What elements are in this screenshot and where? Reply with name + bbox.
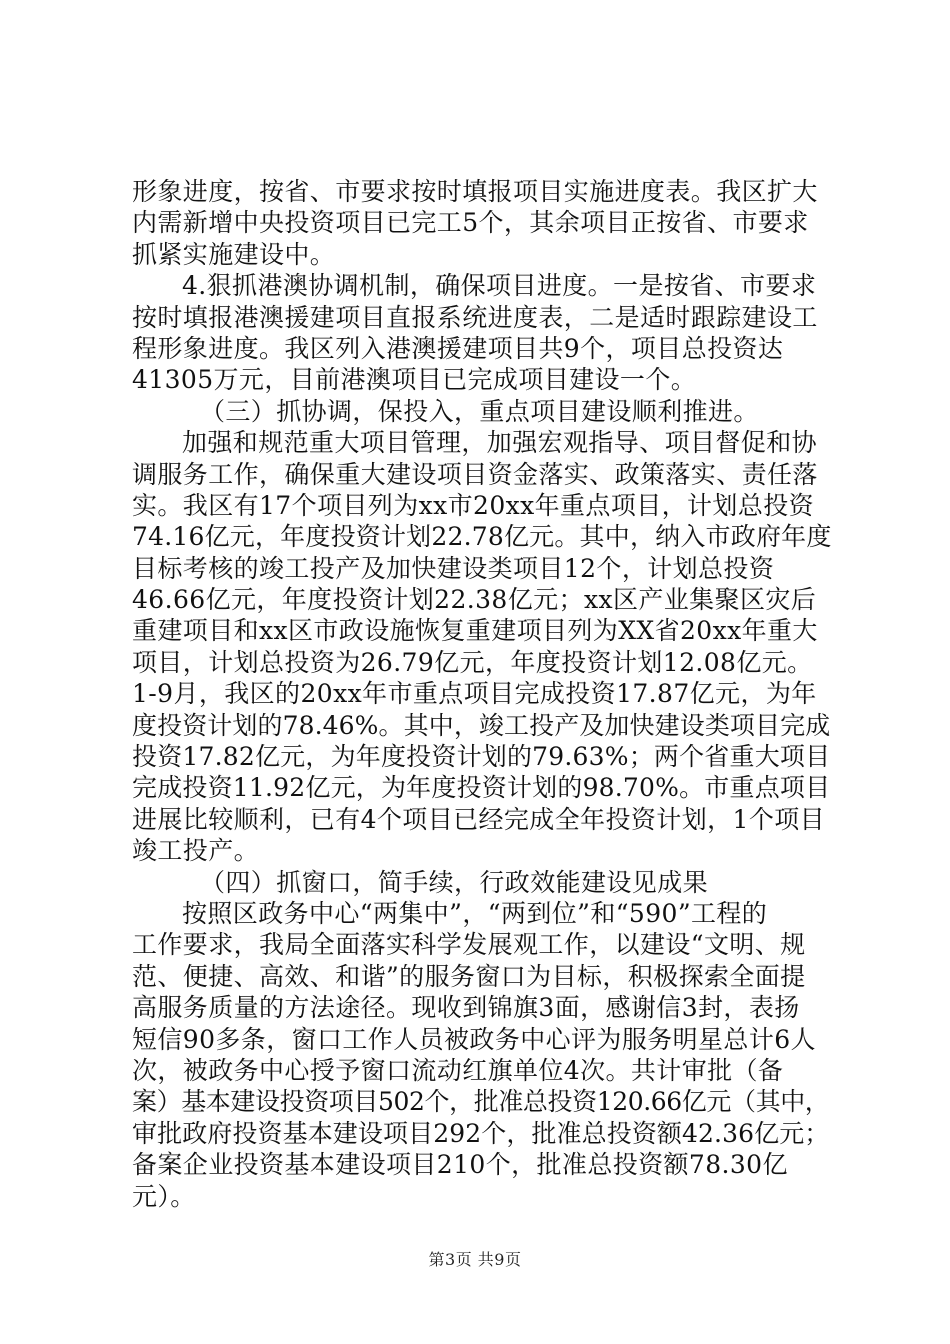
text-line: 1-9月，我区的20xx年市重点项目完成投资17.87亿元，为年 — [132, 679, 817, 709]
text-line: 元）。 — [132, 1181, 196, 1211]
page-footer: 第3页 共9页 — [428, 1250, 522, 1269]
text-line: 4.狠抓港澳协调机制，确保项目进度。一是按省、市要求 — [182, 271, 817, 301]
document-body — [132, 176, 832, 1212]
text-line: 形象进度，按省、市要求按时填报项目实施进度表。我区扩大 — [132, 177, 818, 206]
text-line: 目标考核的竣工投产及加快建设类项目12个，计划总投资 — [132, 553, 775, 583]
text-line: 内需新增中央投资项目已完工5个，其余项目正按省、市要求 — [132, 208, 809, 238]
text-line: 程形象进度。我区列入港澳援建项目共9个，项目总投资达 — [132, 333, 784, 363]
text-line: 短信90多条，窗口工作人员被政务中心评为服务明星总计6人 — [132, 1024, 816, 1054]
text-line: 进展比较顺利，已有4个项目已经完成全年投资计划，1个项目 — [132, 804, 826, 834]
text-line: 加强和规范重大项目管理，加强宏观指导、项目督促和协 — [182, 428, 818, 458]
text-line: 次，被政务中心授予窗口流动红旗单位4次。共计审批（备 — [132, 1055, 784, 1085]
text-line: 实。我区有17个项目列为xx市20xx年重点项目，计划总投资 — [132, 490, 815, 520]
text-line: 项目，计划总投资为26.79亿元，年度投资计划12.08亿元。 — [132, 647, 813, 677]
text-line: 案）基本建设投资项目502个，批准总投资120.66亿元（其中， — [132, 1087, 830, 1117]
text-line: 41305万元，目前港澳项目已完成项目建设一个。 — [132, 365, 697, 395]
text-line: 投资17.82亿元，为年度投资计划的79.63%；两个省重大项目 — [132, 742, 831, 772]
text-line: 范、便捷、高效、和谐”的服务窗口为目标，积极探索全面提 — [132, 961, 806, 991]
text-line: 按时填报港澳援建项目直报系统进度表，二是适时跟踪建设工 — [132, 302, 818, 332]
text-line: （三）抓协调，保投入，重点项目建设顺利推进。 — [200, 396, 759, 426]
text-line: 重建项目和xx区市政设施恢复重建项目列为XX省20xx年重大 — [132, 616, 818, 646]
text-line: 竣工投产。 — [132, 836, 260, 866]
text-line: 按照区政务中心“两集中”，“两到位”和“590”工程的 — [182, 898, 768, 928]
text-line: 高服务质量的方法途径。现收到锦旗3面，感谢信3封，表扬 — [132, 993, 800, 1023]
text-line: 工作要求，我局全面落实科学发展观工作，以建设“文明、规 — [132, 930, 806, 960]
text-line: 度投资计划的78.46%。其中，竣工投产及加快建设类项目完成 — [132, 710, 831, 740]
text-line: 完成投资11.92亿元，为年度投资计划的98.70%。市重点项目 — [132, 773, 831, 803]
text-line: 调服务工作，确保重大建设项目资金落实、政策落实、责任落 — [132, 459, 818, 489]
text-line: （四）抓窗口，简手续，行政效能建设见成果 — [200, 867, 709, 897]
text-line: 审批政府投资基本建设项目292个，批准总投资额42.36亿元； — [132, 1118, 830, 1148]
text-line: 抓紧实施建设中。 — [132, 239, 336, 269]
text-line: 备案企业投资基本建设项目210个，批准总投资额78.30亿 — [132, 1150, 788, 1180]
text-line: 74.16亿元，年度投资计划22.78亿元。其中，纳入市政府年度 — [132, 522, 832, 552]
text-line: 46.66亿元，年度投资计划22.38亿元；xx区产业集聚区灾后 — [132, 585, 817, 615]
